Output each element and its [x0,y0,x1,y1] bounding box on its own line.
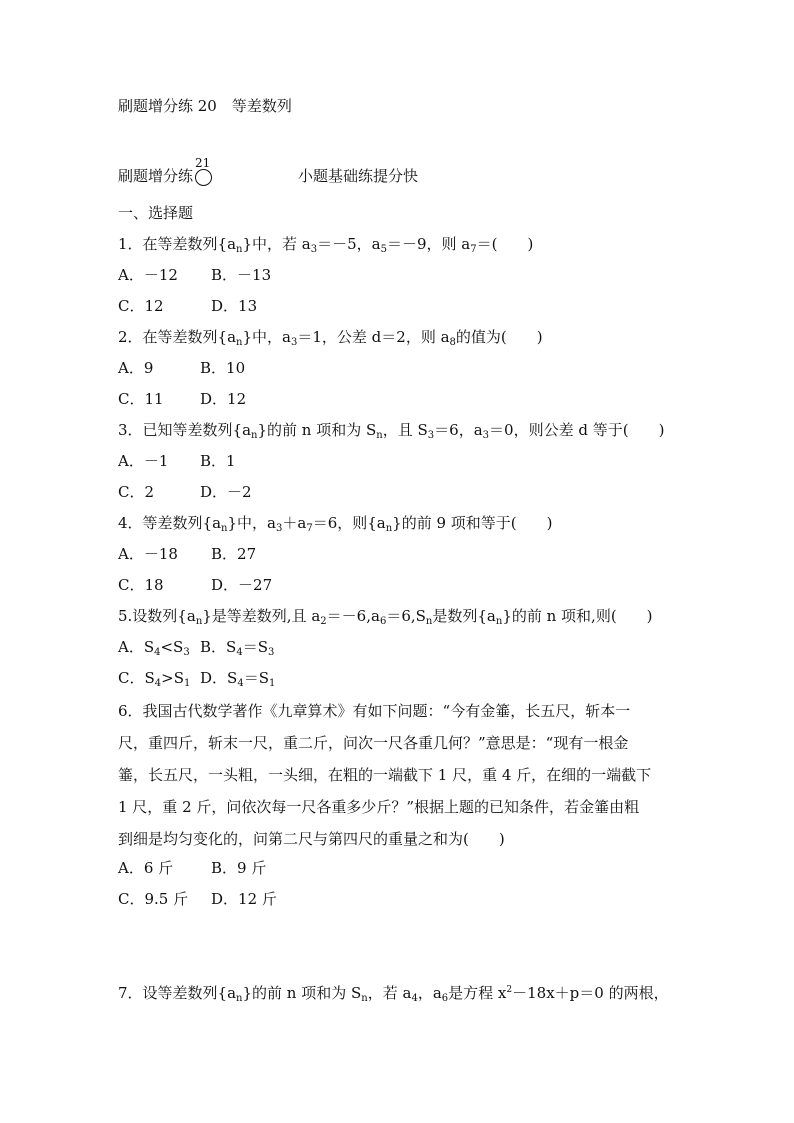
option-c[interactable]: C．$S_4>S_1$ [118,669,191,689]
option-d[interactable]: D．12 [200,390,247,408]
option-b[interactable]: B．$S_4=S_3$ [200,638,275,658]
option-b[interactable]: B．27 [211,545,257,563]
question-6-line-3: 箠，长五尺，一头粗，一头细，在粗的一端截下 1 尺，重 4 斤，在细的一端截下 [118,766,652,784]
option-a[interactable]: A．$S_4<S_3$ [118,638,190,658]
section-heading: 一、选择题 [118,204,194,222]
question-1-options-ab [118,265,271,285]
question-6-line-2: 尺，重四斤，斩末一尺，重二斤，问次一尺各重几何？”意思是：“现有一根金 [118,734,629,752]
question-4: 4．等差数列$\{a_n\}$中，$a_3+a_7=6$，则$\{a_n\}$的前 9 项和等于( ) [118,514,553,534]
circle-number-label: 21 [195,156,211,170]
question-6-line-5: 到细是均匀变化的，问第二尺与第四尺的重量之和为( ) [118,830,505,848]
option-c[interactable]: C．18 [118,576,164,594]
question-1-options-cd [118,296,257,316]
page-title: 刷题增分练 20 等差数列 [118,97,292,115]
question-2-options-cd [118,389,246,409]
question-6-line-1: 6．我国古代数学著作《九章算术》有如下问题：“今有金箠，长五尺，斩本一 [118,702,631,720]
option-a[interactable]: A．－1 [118,452,169,470]
option-b[interactable]: B．－13 [211,266,272,284]
option-c[interactable]: C．12 [118,297,164,315]
question-7: 7．设等差数列$\{a_n\}$的前 n 项和为 $S_n$，若 $a_4$，$a_6$是方程 $x^2-18x+p=0$ 的两根， [118,984,669,1004]
circled-number [193,156,215,186]
section-subtitle [118,156,419,186]
option-d[interactable]: D．12 斤 [211,890,277,908]
question-4-options-cd [118,575,272,595]
option-a[interactable]: A．－18 [118,545,178,563]
option-a[interactable]: A．6 斤 [118,859,174,877]
question-3-options-ab [118,451,236,471]
question-2: 2．在等差数列$\{a_n\}$中，$a_3=1$，公差 d＝2，则 $a_8$的值为( ) [118,328,543,348]
question-5-options-cd [118,668,275,688]
question-5: 5.设数列$\{a_n\}$是等差数列,且 $a_2=-6,a_6=6,S_n$是数列$\{a_n\}$的前 n 项和,则( ) [118,607,653,627]
question-1: 1．在等差数列$\{a_n\}$中，若 $a_3=-5$，$a_5=-9$，则 $a_7=$( ) [118,235,534,255]
option-d[interactable]: D．－2 [200,483,252,501]
option-a[interactable]: A．9 [118,359,154,377]
question-2-options-ab [118,358,245,378]
option-c[interactable]: C．2 [118,483,155,501]
subtitle-right: 小题基础练提分快 [298,167,419,185]
option-c[interactable]: C．11 [118,390,164,408]
option-d[interactable]: D．$S_4=S_1$ [200,669,276,689]
circle-icon [195,169,212,186]
option-d[interactable]: D．13 [211,297,258,315]
question-3-options-cd [118,482,252,502]
question-6-line-4: 1 尺，重 2 斤，问依次每一尺各重多少斤？”根据上题的已知条件，若金箠由粗 [118,798,640,816]
question-6-options-ab [118,858,266,878]
question-5-options-ab [118,637,274,657]
question-6-options-cd [118,889,277,909]
option-d[interactable]: D．－27 [211,576,273,594]
subtitle-left: 刷题增分练 [118,167,194,185]
option-b[interactable]: B．10 [200,359,246,377]
question-4-options-ab [118,544,256,564]
question-3: 3．已知等差数列$\{a_n\}$的前 n 项和为 $S_n$，且 $S_3=6$，$a_3=0$，则公差 d 等于( ) [118,421,665,441]
option-b[interactable]: B．1 [200,452,236,470]
option-c[interactable]: C．9.5 斤 [118,890,189,908]
option-b[interactable]: B．9 斤 [211,859,267,877]
option-a[interactable]: A．－12 [118,266,178,284]
